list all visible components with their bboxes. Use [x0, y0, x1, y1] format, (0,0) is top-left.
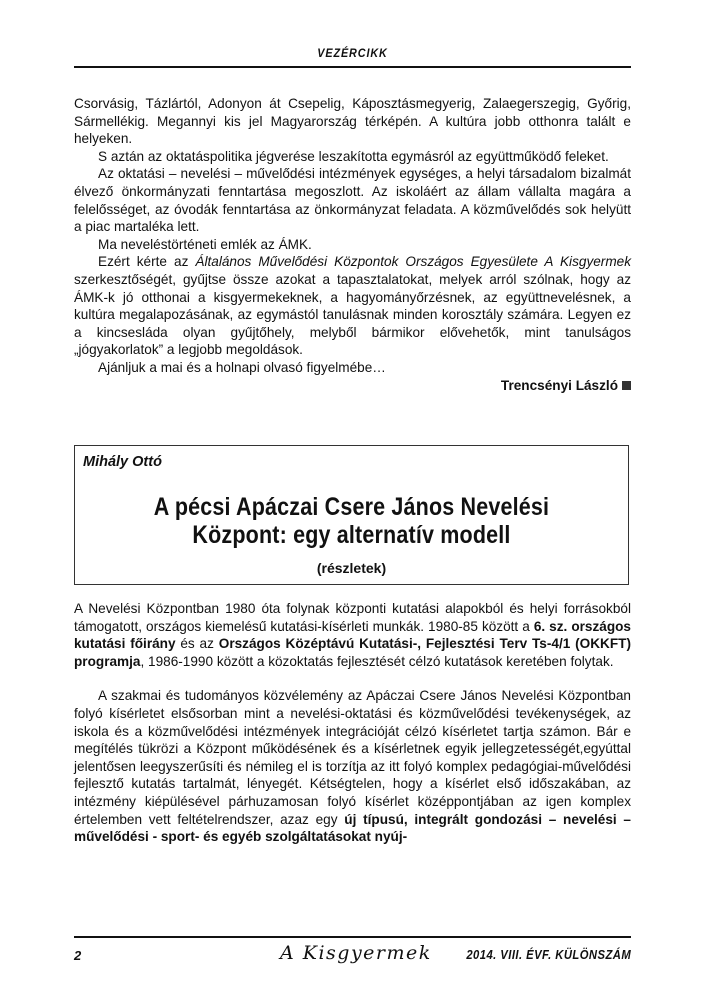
end-mark-icon: [622, 381, 631, 390]
editorial-paragraph: [74, 253, 631, 359]
editorial-paragraph: S aztán az oktatáspolitika jégverése leszakította egymásról az együttműködő feleket.: [98, 148, 609, 164]
text-span: , 1986-1990 között a közoktatás fejlesztését célzó kutatások keretében folytak.: [140, 653, 614, 669]
text-span: A Nevelési Központban 1980 óta folynak központi kutatási alapokból és helyi forrásokból támogatott, országos kiemelésű kutatási-kísérleti munkák. 1980-85 között a: [74, 601, 631, 634]
text-span: Ezért kérte az: [98, 254, 196, 270]
article-paragraph: [74, 687, 631, 845]
signature-name: Trencsényi László: [500, 377, 618, 393]
footer-rule: [74, 936, 631, 938]
bold-text: új típusú, integrált gondozási – nevelési – művelődési - sport- és egyéb szolgáltatásokat nyúj-: [74, 811, 631, 845]
article-title: A pécsi Apáczai Csere János Nevelési Központ: egy alternatív modell: [153, 493, 550, 549]
bold-text: 6. sz. országos kutatási főirány: [74, 618, 631, 652]
bold-text: Országos Középtávú Kutatási-, Fejlesztési Terv Ts-4/1 (OKKFT) programja: [74, 636, 631, 669]
editorial-text: [74, 95, 631, 394]
editorial-paragraph: Csorvásig, Tázlártól, Adonyon át Csepelig, Káposztásmegyerig, Zalaegerszegig, Győrig, Sármellékig. Megannyi kis jel Magyarország térképén. A kultúra jobb otthonra talált e helyeken.: [74, 96, 631, 147]
editorial-paragraph: Az oktatási – nevelési – művelődési intézmények egységes, a helyi társadalom bizalmát élvező önkormányzati fenntartása megoszlott. Az iskoláért az állam vállalta magára a felelősséget, az óvodák fenntartása az önkormányzat feladata. A közművelődés sok helyütt a piac martaléka lett.: [74, 166, 631, 235]
article-text: [74, 600, 631, 846]
article-author: Mihály Ottó: [83, 454, 162, 470]
header-rule: [74, 66, 631, 68]
editorial-paragraph: Ma neveléstörténeti emlék az ÁMK.: [98, 236, 312, 252]
magazine-title: A Kisgyermek: [280, 942, 432, 964]
article-subtitle: (részletek): [316, 560, 387, 576]
article-paragraph: [74, 600, 631, 670]
footer: [74, 944, 631, 968]
issue-info: 2014. VIII. ÉVF. KÜLÖNSZÁM: [466, 948, 631, 962]
association-name: Általános Művelődési Központok Országos Egyesülete A Kisgyermek: [195, 254, 632, 270]
signature: [74, 377, 631, 395]
page: [74, 0, 631, 993]
text-span: szerkesztőségét, gyűjtse össze azokat a tapasztalatokat, melyek arról szólnak, hogy az ÁMK-k jó otthonai a kisgyermekeknek, a hagyományőrzésnek, az együttnevelésnek, a kultúra megalapozásának, az egymástól tanulásnak minden korosztály számára. Legyen ez a kincsesláda olyan gyűjtőhely, melyből bármikor elővehetők, mint tanulságos „jógyakorlatok” a legjobb megoldások.: [74, 271, 631, 358]
article-title-box: [74, 445, 629, 585]
editorial-paragraph: Ajánljuk a mai és a holnapi olvasó figyelmébe…: [98, 359, 386, 375]
page-number: 2: [74, 948, 82, 963]
section-header: VEZÉRCIKK: [317, 46, 388, 60]
text-span: és az: [175, 636, 219, 652]
text-span: A szakmai és tudományos közvélemény az Apáczai Csere János Nevelési Központban folyó kísérletet elsősorban mint a nevelési-oktatási és közművelődési tevékenységek, az iskola és a közművelődési intézmények integrációját célzó kísérletet tartja számon. Bár e megítélés tükrözi a Központ működésének és a kísérletnek egyik jellegzetességét,egyúttal jelentősen leegyszerűsíti és némileg el is torzítja az itt folyó komplex pedagógiai-művelődési fejlesztő kutatás tartalmát, lényegét. Kétségtelen, hogy a kísérlet első időszakában, az intézmény kiépülésével párhuzamosan folyó kísérlet középpontjában az igen komplex értelemben vett feltételrendszer, azaz egy: [74, 688, 631, 827]
